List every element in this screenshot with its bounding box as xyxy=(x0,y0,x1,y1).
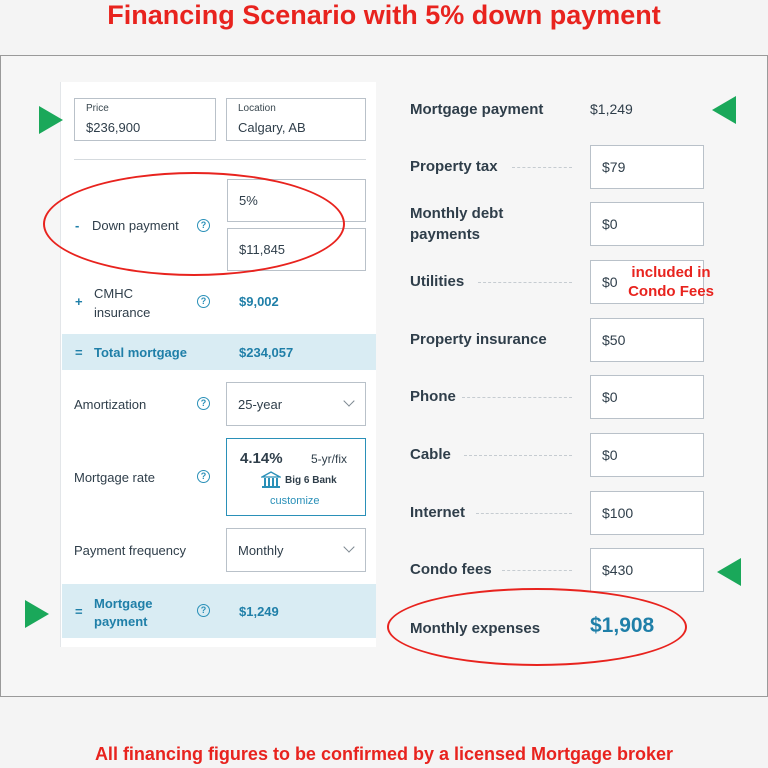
dotted-leader xyxy=(462,397,572,398)
help-icon[interactable]: ? xyxy=(197,219,210,232)
rate-term: 5-yr/fix xyxy=(311,452,347,466)
internet-label: Internet xyxy=(410,504,466,521)
price-field[interactable] xyxy=(74,98,216,141)
plus-sign: + xyxy=(75,294,83,309)
dotted-leader xyxy=(512,167,572,168)
monthly-debt-label-line2: payments xyxy=(410,226,481,243)
monthly-expenses-value: $1,908 xyxy=(590,614,655,637)
price-caption: Price xyxy=(86,103,109,114)
dotted-leader xyxy=(476,513,572,514)
payment-frequency-label: Payment frequency xyxy=(74,543,187,558)
amortization-label: Amortization xyxy=(74,397,147,412)
property-tax-input[interactable]: $79 xyxy=(590,145,704,189)
monthly-expenses-highlight-ellipse xyxy=(387,588,687,666)
total-mortgage-label: Total mortgage xyxy=(94,345,187,360)
footer-note: All financing figures to be confirmed by a licensed Mortgage broker xyxy=(94,744,674,764)
phone-input[interactable]: $0 xyxy=(590,375,704,419)
chevron-down-icon xyxy=(343,541,354,552)
mortgage-rate-box[interactable] xyxy=(226,438,366,516)
left-column-divider xyxy=(60,82,61,647)
cmhc-label-line1: CMHC xyxy=(94,286,133,301)
monthly-expenses-label: Monthly expenses xyxy=(410,620,541,637)
property-tax-label: Property tax xyxy=(410,158,498,175)
dotted-leader xyxy=(502,570,572,571)
cmhc-label-line2: insurance xyxy=(94,305,151,320)
property-insurance-label: Property insurance xyxy=(410,331,547,348)
amortization-select[interactable]: 25-year xyxy=(226,382,366,426)
help-icon[interactable]: ? xyxy=(197,604,210,617)
help-icon[interactable]: ? xyxy=(197,295,210,308)
banner-title: Financing Scenario with 5% down payment xyxy=(107,0,661,30)
monthly-debt-label-line1: Monthly debt xyxy=(410,205,504,222)
condo-fees-note-line2: Condo Fees xyxy=(628,283,714,300)
cmhc-value: $9,002 xyxy=(239,294,279,309)
total-mortgage-value: $234,057 xyxy=(239,345,294,360)
equals-sign: = xyxy=(75,345,83,360)
mortgage-payment-label-line1: Mortgage xyxy=(94,596,153,611)
phone-label: Phone xyxy=(410,388,456,405)
cable-input[interactable]: $0 xyxy=(590,433,704,477)
down-payment-amount-input[interactable]: $11,845 xyxy=(227,228,366,271)
green-arrow-left-icon xyxy=(712,96,736,124)
help-icon[interactable]: ? xyxy=(197,397,210,410)
location-caption: Location xyxy=(238,103,276,114)
dotted-leader xyxy=(478,282,572,283)
down-payment-highlight-ellipse xyxy=(43,172,345,276)
condo-fees-input[interactable]: $430 xyxy=(590,548,704,592)
lender-name: Big 6 Bank xyxy=(285,475,337,486)
green-arrow-right-icon xyxy=(25,600,49,628)
payment-frequency-select[interactable]: Monthly xyxy=(226,528,366,572)
monthly-debt-input[interactable]: $0 xyxy=(590,202,704,246)
green-arrow-right-icon xyxy=(39,106,63,134)
price-value: $236,900 xyxy=(86,120,141,135)
rate-value: 4.14% xyxy=(240,450,283,467)
utilities-input[interactable]: $0 xyxy=(590,260,704,304)
condo-fees-note xyxy=(616,263,726,301)
customize-link[interactable]: customize xyxy=(270,495,320,507)
mortgage-rate-label: Mortgage rate xyxy=(74,470,155,485)
condo-fees-label: Condo fees xyxy=(410,561,492,578)
help-icon[interactable]: ? xyxy=(197,470,210,483)
down-payment-percent-input[interactable]: 5% xyxy=(227,179,366,222)
condo-fees-note-line1: included in xyxy=(631,264,711,281)
mortgage-payment-value: $1,249 xyxy=(239,604,279,619)
property-insurance-input[interactable]: $50 xyxy=(590,318,704,362)
mortgage-payment-label-line2: payment xyxy=(94,614,148,629)
location-value: Calgary, AB xyxy=(238,120,306,135)
divider xyxy=(74,159,366,160)
location-field[interactable] xyxy=(226,98,366,141)
mortgage-payment-summary-value: $1,249 xyxy=(590,101,633,117)
chevron-down-icon xyxy=(343,395,354,406)
green-arrow-left-icon xyxy=(717,558,741,586)
minus-sign: - xyxy=(75,218,80,233)
internet-input[interactable]: $100 xyxy=(590,491,704,535)
equals-sign: = xyxy=(75,604,83,619)
down-payment-label: Down payment xyxy=(92,218,179,233)
cable-label: Cable xyxy=(410,446,451,463)
mortgage-payment-row xyxy=(62,584,376,638)
mortgage-payment-summary-label: Mortgage payment xyxy=(410,101,544,118)
dotted-leader xyxy=(464,455,572,456)
bank-icon xyxy=(261,471,281,489)
utilities-label: Utilities xyxy=(410,273,465,290)
